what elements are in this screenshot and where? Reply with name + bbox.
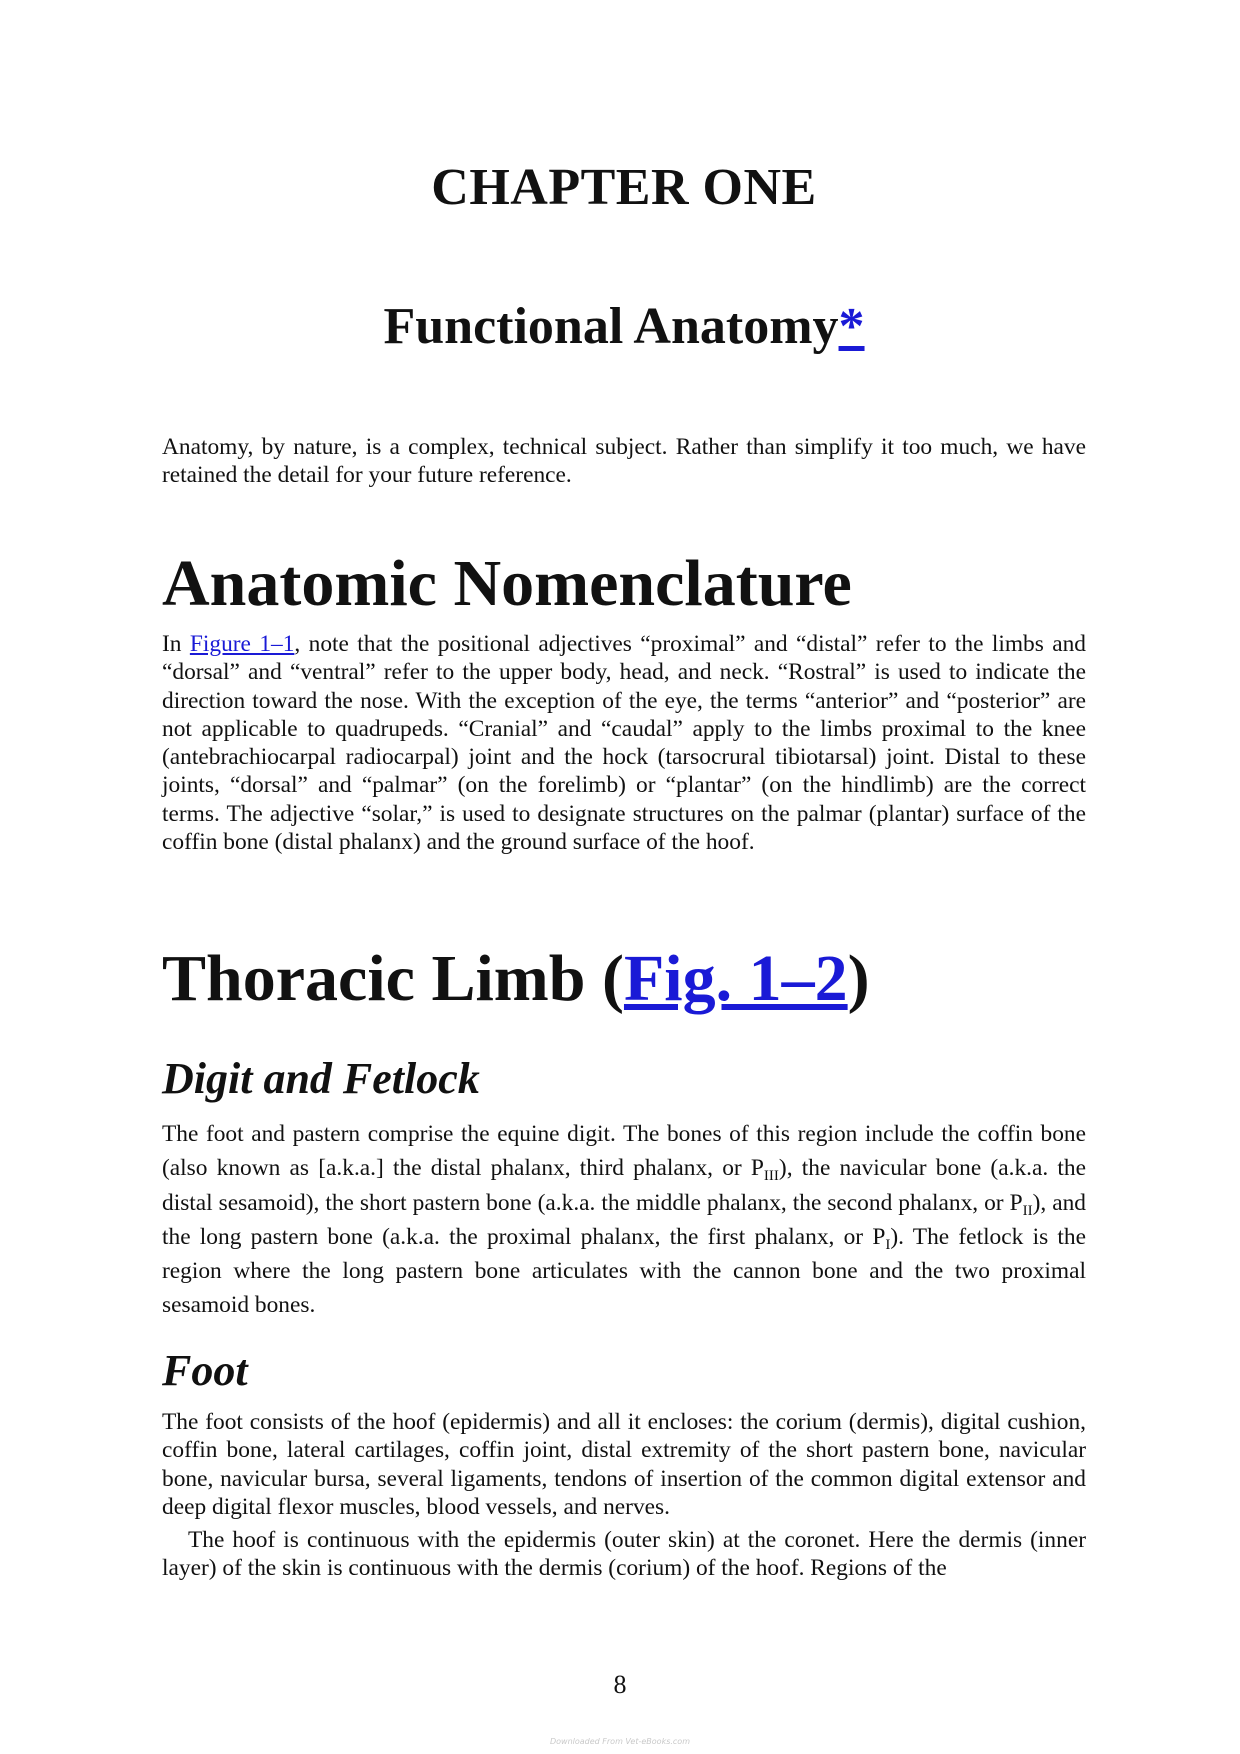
thoracic-heading-suffix: ): [847, 942, 870, 1015]
thoracic-heading-prefix: Thoracic Limb (: [162, 942, 624, 1015]
intro-paragraph: Anatomy, by nature, is a complex, technical subject. Rather than simplify it too much, we have retained the detail for your future reference.: [162, 434, 1086, 489]
digit-text-4: ). The fetlock is the region where the long pastern bone articulates with the cannon bone and the two proximal sesamoid bones.: [162, 1223, 1086, 1319]
footnote-link[interactable]: *: [838, 298, 865, 355]
chapter-title-text: Functional Anatomy: [383, 298, 839, 355]
chapter-title: [162, 296, 1086, 358]
nomenclature-text: , note that the positional adjectives “proximal” and “distal” refer to the limbs and “dorsal” and “ventral” refer to the upper body, head, and neck. “Rostral” is used to indicate the direction toward the nose. With the exception of the eye, the terms “anterior” and “posterior” are not applicable to quadrupeds. “Cranial” and “caudal” apply to the limbs proximal to the knee (antebrachiocarpal radiocarpal) joint and the hock (tarsocrural tibiotarsal) joint. Distal to these joints, “dorsal” and “palmar” (on the forelimb) or “plantar” (on the hindlimb) are the correct terms. The adjective “solar,” is used to designate structures on the palmar (plantar) surface of the coffin bone (distal phalanx) and the ground surface of the hoof.: [162, 631, 1086, 856]
digit-paragraph: [162, 1117, 1086, 1323]
chapter-label: CHAPTER ONE: [431, 159, 817, 216]
watermark: Downloaded From Vet-eBooks.com: [549, 1737, 690, 1746]
intro-section: [162, 433, 1086, 490]
foot-paragraph-1: The foot consists of the hoof (epidermis) and all it encloses: the corium (dermis), digital cushion, coffin bone, lateral cartilages, coffin joint, distal extremity of the short pastern bone, navicular bone, navicular bursa, several ligaments, tendons of insertion of the common digital extensor and deep digital flexor muscles, blood vessels, and nerves.: [162, 1409, 1086, 1520]
subscript-p3: III: [763, 1168, 779, 1185]
section-heading-thoracic-limb: [162, 943, 870, 1015]
subsection-heading-digit-fetlock: Digit and Fetlock: [162, 1054, 480, 1103]
foot-section-continued: [162, 1526, 1086, 1583]
digit-section: [162, 1117, 1086, 1323]
figure-1-1-link[interactable]: Figure 1–1: [189, 631, 295, 657]
section-heading-nomenclature: Anatomic Nomenclature: [162, 547, 852, 620]
digit-text-1: The foot and pastern comprise the equine digit. The bones of this region include the coffin bone (also known as [a.k.a.] the distal phalanx, third phalanx, or P: [162, 1121, 1086, 1182]
foot-section: [162, 1408, 1086, 1521]
digit-text-2: ), the navicular bone (a.k.a. the distal sesamoid), the short pastern bone (a.k.a. the middle phalanx, the second phalanx, or P: [162, 1155, 1086, 1216]
page-number: 8: [613, 1670, 627, 1699]
foot-paragraph-2: The hoof is continuous with the epidermis (outer skin) at the coronet. Here the dermis (inner layer) of the skin is continuous with the dermis (corium) of the hoof. Regions of the: [162, 1527, 1086, 1582]
nomenclature-paragraph: [162, 630, 1086, 856]
digit-text-3: ), and the long pastern bone (a.k.a. the proximal phalanx, the first phalanx, or P: [162, 1189, 1086, 1250]
figure-1-2-link[interactable]: Fig. 1–2: [623, 942, 848, 1015]
nomenclature-section: [162, 630, 1086, 856]
subscript-p2: II: [1022, 1202, 1033, 1219]
subscript-p1: I: [885, 1236, 891, 1253]
subsection-heading-foot: Foot: [162, 1346, 248, 1395]
nomenclature-prefix: In: [162, 631, 190, 657]
